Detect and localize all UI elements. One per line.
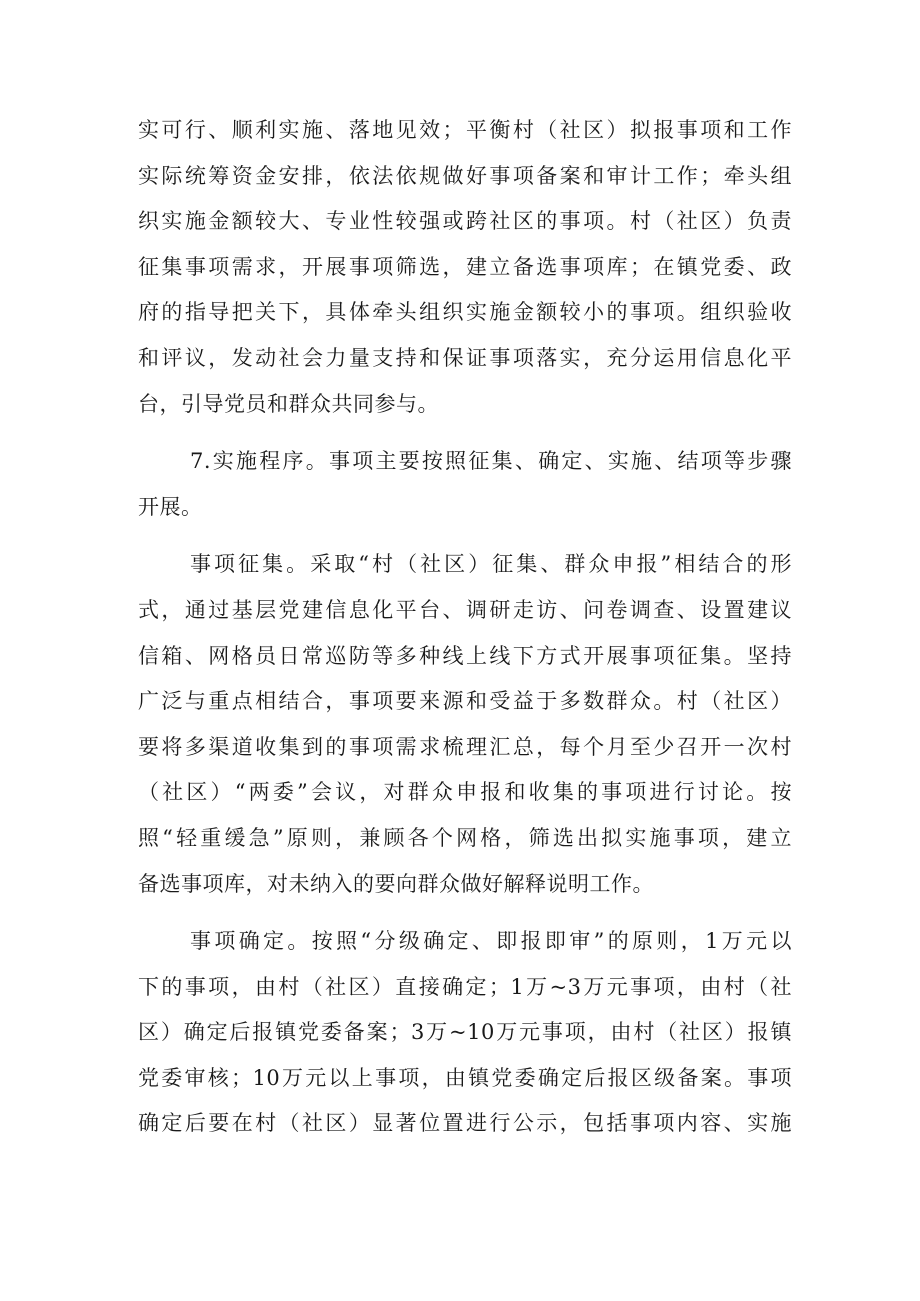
text-line: 实际统筹资金安排，依法依规做好事项备案和审计工作；牵头组 bbox=[138, 163, 792, 188]
text-line: 确定后要在村（社区）显著位置进行公示，包括事项内容、实施 bbox=[138, 1111, 792, 1136]
text-line: （社区）“两委”会议，对群众申报和收集的事项进行讨论。按 bbox=[138, 780, 792, 805]
paragraph bbox=[138, 108, 792, 427]
text-line: 7.实施程序。事项主要按照征集、确定、实施、结项等步骤 bbox=[190, 449, 792, 474]
paragraph bbox=[138, 439, 792, 530]
text-line: 区）确定后报镇党委备案；3万~10万元事项，由村（社区）报镇 bbox=[138, 1020, 792, 1045]
text-line: 征集事项需求，开展事项筛选，建立备选事项库；在镇党委、政 bbox=[138, 254, 792, 279]
text-line: 实可行、顺利实施、落地见效；平衡村（社区）拟报事项和工作 bbox=[138, 118, 792, 142]
text-line: 信箱、网格员日常巡防等多种线上线下方式开展事项征集。坚持 bbox=[138, 643, 792, 668]
paragraph-gap bbox=[138, 427, 792, 439]
text-line: 要将多渠道收集到的事项需求梳理汇总，每个月至少召开一次村 bbox=[138, 734, 792, 759]
text-line: 和评议，发动社会力量支持和保证事项落实，充分运用信息化平 bbox=[138, 345, 792, 370]
paragraph-gap bbox=[138, 530, 792, 542]
paragraph bbox=[138, 542, 792, 907]
text-line: 广泛与重点相结合，事项要来源和受益于多数群众。村（社区） bbox=[138, 689, 792, 714]
text-line: 事项征集。采取“村（社区）征集、群众申报”相结合的形 bbox=[190, 552, 792, 577]
text-line: 备选事项库，对未纳入的要向群众做好解释说明工作。 bbox=[138, 871, 654, 896]
text-line: 台，引导党员和群众共同参与。 bbox=[138, 391, 439, 416]
document-body bbox=[138, 108, 792, 1147]
text-line: 事项确定。按照“分级确定、即报即审”的原则，1万元以 bbox=[190, 929, 792, 954]
text-line: 党委审核；10万元以上事项，由镇党委确定后报区级备案。事项 bbox=[138, 1065, 792, 1090]
text-line: 照“轻重缓急”原则，兼顾各个网格，筛选出拟实施事项，建立 bbox=[138, 825, 792, 850]
text-line: 织实施金额较大、专业性较强或跨社区的事项。村（社区）负责 bbox=[138, 209, 792, 234]
text-line: 下的事项，由村（社区）直接确定；1万~3万元事项，由村（社 bbox=[138, 974, 792, 999]
text-line: 开展。 bbox=[138, 494, 203, 519]
text-line: 式，通过基层党建信息化平台、调研走访、问卷调查、设置建议 bbox=[138, 597, 792, 622]
paragraph bbox=[138, 919, 792, 1147]
text-line: 府的指导把关下，具体牵头组织实施金额较小的事项。组织验收 bbox=[138, 300, 792, 325]
paragraph-gap bbox=[138, 907, 792, 919]
